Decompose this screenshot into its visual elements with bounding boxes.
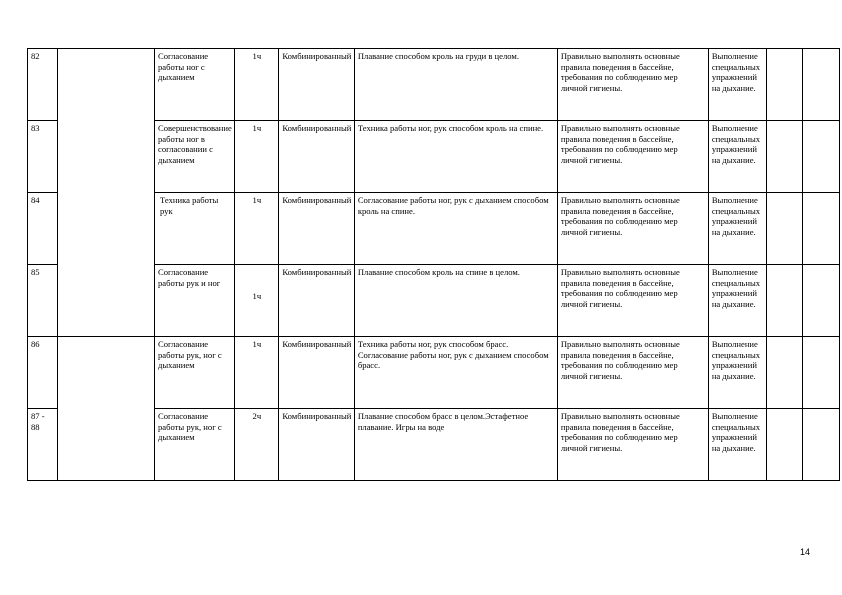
lesson-control: Выполнение специальных упражнений на дыхание. xyxy=(708,121,766,193)
lesson-type: Комбинированный xyxy=(278,121,354,193)
section-cell xyxy=(58,49,155,337)
empty-cell xyxy=(766,409,802,481)
lesson-number: 87 - 88 xyxy=(28,409,58,481)
lesson-plan-table xyxy=(27,48,840,481)
lesson-type: Комбинированный xyxy=(278,337,354,409)
lesson-number: 83 xyxy=(28,121,58,193)
lesson-requirements: Правильно выполнять основные правила поведения в бассейне, требования по соблюдению мер личной гигиены. xyxy=(557,49,708,121)
lesson-hours: 1ч xyxy=(234,49,278,121)
lesson-topic: Согласование работы рук и ног xyxy=(155,265,235,337)
lesson-number: 86 xyxy=(28,337,58,409)
lesson-topic: Согласование работы рук, ног с дыханием xyxy=(155,409,235,481)
empty-cell xyxy=(802,49,839,121)
lesson-content: Плавание способом кроль на спине в целом. xyxy=(354,265,557,337)
table-row xyxy=(28,49,840,121)
lesson-content: Плавание способом кроль на груди в целом. xyxy=(354,49,557,121)
empty-cell xyxy=(802,193,839,265)
empty-cell xyxy=(766,121,802,193)
lesson-number: 85 xyxy=(28,265,58,337)
lesson-hours: 1ч xyxy=(234,265,278,337)
lesson-requirements: Правильно выполнять основные правила поведения в бассейне, требования по соблюдению мер личной гигиены. xyxy=(557,337,708,409)
empty-cell xyxy=(802,265,839,337)
lesson-type: Комбинированный xyxy=(278,409,354,481)
lesson-type: Комбинированный xyxy=(278,49,354,121)
lesson-topic: Техника работы рук xyxy=(155,193,235,265)
lesson-topic: Согласование работы рук, ног с дыханием xyxy=(155,337,235,409)
section-cell xyxy=(58,337,155,481)
empty-cell xyxy=(802,121,839,193)
lesson-type: Комбинированный xyxy=(278,265,354,337)
lesson-requirements: Правильно выполнять основные правила поведения в бассейне, требования по соблюдению мер личной гигиены. xyxy=(557,265,708,337)
lesson-topic: Согласование работы ног с дыханием xyxy=(155,49,235,121)
lesson-requirements: Правильно выполнять основные правила поведения в бассейне, требования по соблюдению мер личной гигиены. xyxy=(557,193,708,265)
empty-cell xyxy=(766,49,802,121)
lesson-control: Выполнение специальных упражнений на дыхание. xyxy=(708,337,766,409)
lesson-content: Техника работы ног, рук способом кроль на спине. xyxy=(354,121,557,193)
lesson-hours: 1ч xyxy=(234,193,278,265)
page-number: 14 xyxy=(800,547,811,557)
lesson-control: Выполнение специальных упражнений на дыхание. xyxy=(708,409,766,481)
lesson-hours: 2ч xyxy=(234,409,278,481)
lesson-type: Комбинированный xyxy=(278,193,354,265)
table-row xyxy=(28,337,840,409)
lesson-content: Согласование работы ног, рук с дыханием способом кроль на спине. xyxy=(354,193,557,265)
lesson-number: 84 xyxy=(28,193,58,265)
empty-cell xyxy=(766,337,802,409)
lesson-control: Выполнение специальных упражнений на дыхание. xyxy=(708,265,766,337)
lesson-number: 82 xyxy=(28,49,58,121)
lesson-control: Выполнение специальных упражнений на дыхание. xyxy=(708,49,766,121)
lesson-hours: 1ч xyxy=(234,121,278,193)
lesson-requirements: Правильно выполнять основные правила поведения в бассейне, требования по соблюдению мер личной гигиены. xyxy=(557,409,708,481)
empty-cell xyxy=(802,409,839,481)
empty-cell xyxy=(766,265,802,337)
lesson-control: Выполнение специальных упражнений на дыхание. xyxy=(708,193,766,265)
lesson-content: Техника работы ног, рук способом брасс. Согласование работы ног, рук с дыханием способом брасс. xyxy=(354,337,557,409)
lesson-topic: Совершенствование работы ног в согласовании с дыханием xyxy=(155,121,235,193)
lesson-requirements: Правильно выполнять основные правила поведения в бассейне, требования по соблюдению мер личной гигиены. xyxy=(557,121,708,193)
empty-cell xyxy=(802,337,839,409)
lesson-content: Плавание способом брасс в целом.Эстафетное плавание. Игры на воде xyxy=(354,409,557,481)
lesson-hours: 1ч xyxy=(234,337,278,409)
empty-cell xyxy=(766,193,802,265)
